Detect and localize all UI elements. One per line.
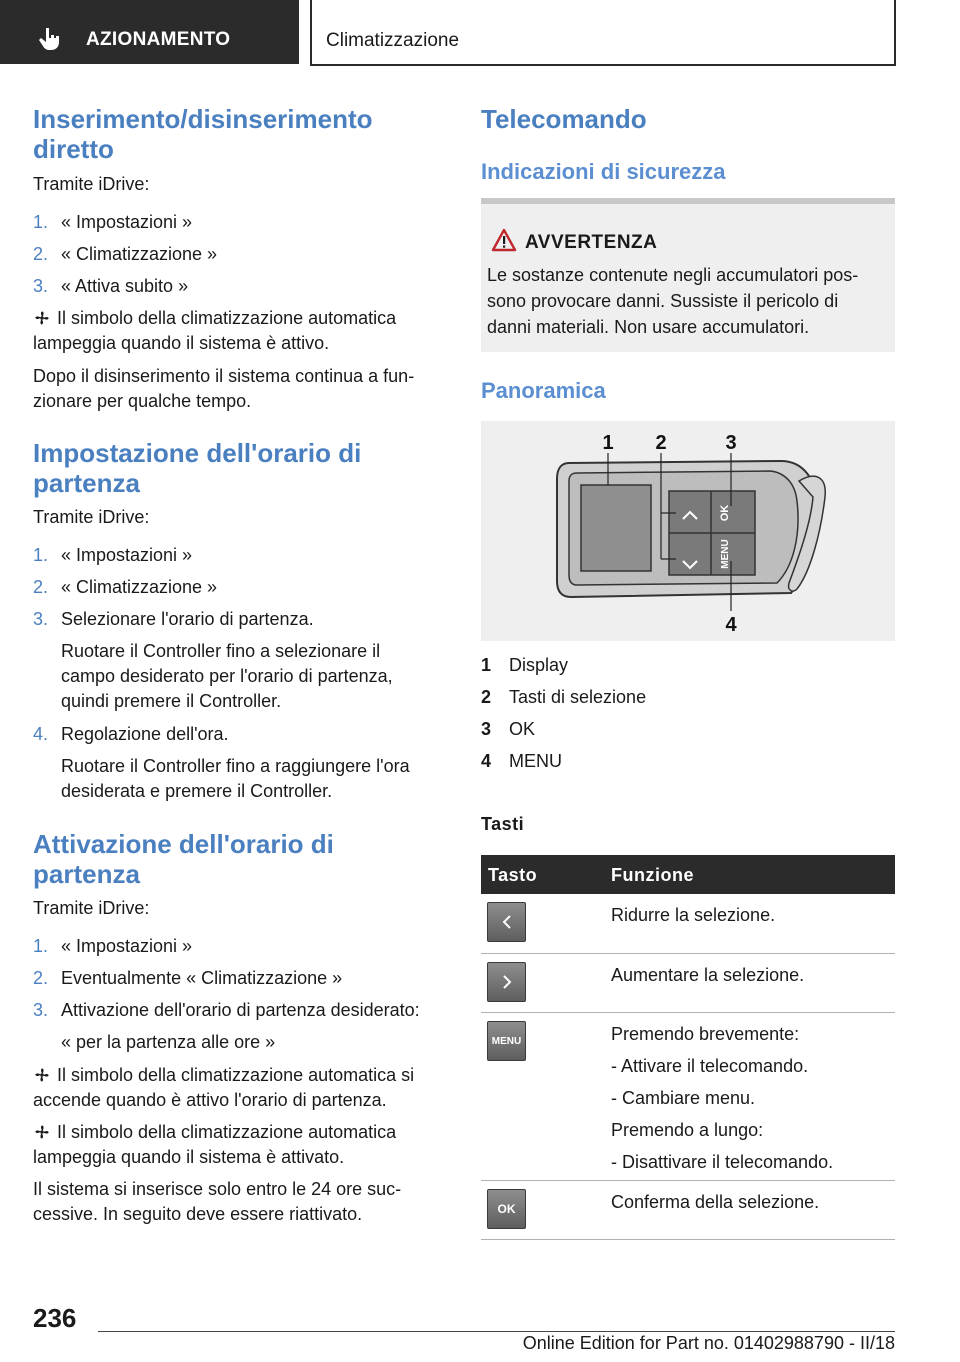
section-label: AZIONAMENTO (86, 29, 231, 50)
function-text: Aumentare la selezione. (611, 965, 805, 985)
table-row (481, 954, 895, 1013)
column-header: Tasto (488, 865, 538, 885)
step-text: « Impostazioni » (61, 212, 193, 232)
step-text: « Climatizzazione » (61, 244, 218, 264)
edition-note: Online Edition for Part no. 01402988790 - II/18 (522, 1333, 895, 1353)
callout-4: 4 (725, 614, 737, 636)
menu-key-text: MENU (491, 1035, 522, 1047)
warning-box (481, 198, 895, 352)
step-number: 4. (33, 724, 49, 744)
climate-fan-icon (33, 309, 51, 327)
right-key-icon (487, 962, 526, 1002)
climate-fan-icon (33, 1066, 51, 1084)
table-row (481, 1181, 895, 1240)
function-text: - Cambiare menu. (611, 1088, 756, 1108)
note-text: Il simbolo della climatizzazione automatica (57, 1122, 397, 1142)
step-subtext: Ruotare il Controller fino a raggiungere l'ora (61, 756, 410, 776)
heading-overview: Panoramica (481, 378, 606, 403)
note-text: Il simbolo della climatizzazione automatica si (57, 1065, 415, 1085)
warning-triangle-icon (491, 228, 517, 252)
page-number: 236 (33, 1303, 77, 1333)
callout-2: 2 (655, 432, 667, 454)
step-subtext: « per la partenza alle ore » (61, 1032, 276, 1052)
footer-divider (98, 1331, 895, 1332)
step-number: 2. (33, 577, 49, 597)
step-text: « Attiva subito » (61, 276, 189, 296)
hand-pointer-icon (38, 26, 64, 52)
note-text: Dopo il disinserimento il sistema continua a fun- (33, 366, 415, 386)
remote-illustration (481, 421, 895, 641)
heading-direct-switch: Inserimento/disinserimento diretto (33, 104, 373, 164)
step-number: 1. (33, 936, 49, 956)
note-text: Il sistema si inserisce solo entro le 24 ore suc- (33, 1179, 402, 1199)
step-number: 2. (33, 244, 49, 264)
step-number: 3. (33, 276, 49, 296)
function-text: Conferma della selezione. (611, 1192, 820, 1212)
callout-3: 3 (725, 432, 737, 454)
ok-key-label: OK (719, 504, 731, 522)
heading-activate-departure: Attivazione dell'orario di (33, 829, 334, 859)
legend-text: MENU (509, 751, 562, 771)
legend-number: 3 (481, 719, 492, 739)
function-text: Premendo a lungo: (611, 1120, 764, 1140)
table-header (481, 855, 895, 894)
step-text: « Climatizzazione » (61, 577, 218, 597)
legend-text: Display (509, 655, 569, 675)
remote-key-drawing (481, 421, 895, 641)
warning-title: AVVERTENZA (525, 232, 658, 253)
page-header (0, 0, 960, 66)
section-tab (0, 0, 299, 64)
function-text: - Attivare il telecomando. (611, 1056, 809, 1076)
step-text: Eventualmente « Climatizzazione » (61, 968, 343, 988)
note-line (33, 306, 396, 331)
note-text: lampeggia quando il sistema è attivo. (33, 333, 330, 353)
function-text: Premendo brevemente: (611, 1024, 800, 1044)
note-text: cessive. In seguito deve essere riattivato. (33, 1204, 363, 1224)
legend-number: 1 (481, 655, 492, 675)
step-subtext: Ruotare il Controller fino a selezionare il (61, 641, 381, 661)
warning-line: sono provocare danni. Sussiste il pericolo di (487, 291, 839, 311)
step-text: « Impostazioni » (61, 936, 193, 956)
step-number: 1. (33, 545, 49, 565)
callout-1: 1 (602, 432, 614, 454)
ok-key-text: OK (497, 1202, 516, 1216)
heading-remote: Telecomando (481, 104, 647, 134)
note-text: lampeggia quando il sistema è attivato. (33, 1147, 345, 1167)
step-text: Regolazione dell'ora. (61, 724, 229, 744)
step-text: Selezionare l'orario di partenza. (61, 609, 314, 629)
heading-safety: Indicazioni di sicurezza (481, 159, 726, 184)
intro-text: Tramite iDrive: (33, 507, 150, 527)
legend-number: 2 (481, 687, 492, 707)
intro-text: Tramite iDrive: (33, 174, 150, 194)
table-row (481, 894, 895, 954)
chapter-tab (310, 0, 896, 66)
column-header: Funzione (611, 865, 694, 885)
warning-line: danni materiali. Non usare accumulatori. (487, 317, 810, 337)
step-number: 1. (33, 212, 49, 232)
warning-body (487, 262, 887, 340)
left-key-icon (487, 902, 526, 942)
chapter-label: Climatizzazione (326, 30, 460, 51)
function-text: - Disattivare il telecomando. (611, 1152, 834, 1172)
keys-subheading: Tasti (481, 814, 525, 834)
step-subtext: desiderata e premere il Controller. (61, 781, 333, 801)
note-line (33, 1120, 396, 1145)
note-text: accende quando è attivo l'orario di partenza. (33, 1090, 387, 1110)
legend-text: Tasti di selezione (509, 687, 647, 707)
heading-departure-time: Impostazione dell'orario di (33, 438, 362, 468)
menu-key-label: MENU (720, 539, 731, 569)
step-text: Attivazione dell'orario di partenza desiderato: (61, 1000, 420, 1020)
menu-key-icon (487, 1021, 526, 1061)
heading-activate-departure-cont: partenza (33, 859, 140, 889)
intro-text: Tramite iDrive: (33, 898, 150, 918)
climate-fan-icon (33, 1123, 51, 1141)
table-row (481, 1013, 895, 1181)
step-number: 2. (33, 968, 49, 988)
legend-number: 4 (481, 751, 492, 771)
legend-text: OK (509, 719, 536, 739)
step-text: « Impostazioni » (61, 545, 193, 565)
step-number: 3. (33, 609, 49, 629)
step-subtext: quindi premere il Controller. (61, 691, 282, 711)
note-text: Il simbolo della climatizzazione automatica (57, 308, 397, 328)
step-subtext: campo desiderato per l'orario di partenza, (61, 666, 393, 686)
heading-departure-time-cont: partenza (33, 468, 140, 498)
warning-line: Le sostanze contenute negli accumulatori pos- (487, 265, 859, 285)
step-number: 3. (33, 1000, 49, 1020)
note-line (33, 1063, 414, 1088)
ok-key-icon (487, 1189, 526, 1229)
function-text: Ridurre la selezione. (611, 905, 776, 925)
note-text: zionare per qualche tempo. (33, 391, 252, 411)
